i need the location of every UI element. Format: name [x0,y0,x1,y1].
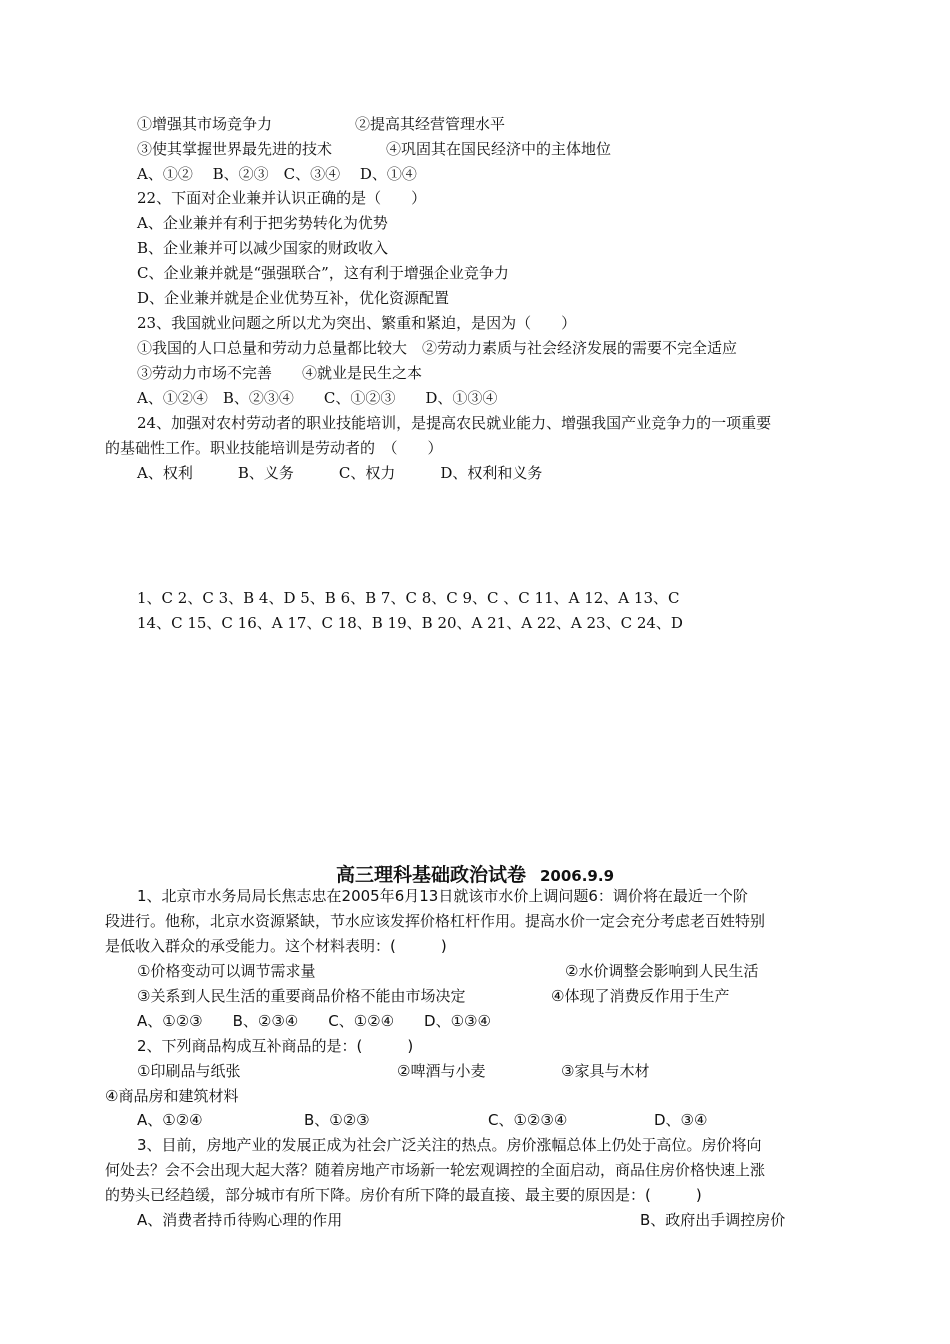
q22-option-c: C、企业兼并就是“强强联合”，这有利于增强企业竞争力 [137,264,509,282]
exam-q2-choice-a: A、①②④ [137,1111,203,1129]
exam-q1-option-2: ②水价调整会影响到人民生活 [565,962,759,980]
answer-key-row-2: 14、C 15、C 16、A 17、C 18、B 19、B 20、A 21、A 22、A 23、C 24、D [137,614,683,632]
exam-q1-choices: A、①②③ B、②③④ C、①②④ D、①③④ [137,1012,491,1030]
exam-q3-choice-b: B、政府出手调控房价 [640,1211,786,1229]
q22-option-a: A、企业兼并有利于把劣势转化为优势 [137,214,388,232]
q22-stem: 22、下面对企业兼并认识正确的是（ ） [137,189,427,207]
q22-option-d: D、企业兼并就是企业优势互补，优化资源配置 [137,289,450,307]
q21-choices: A、①② B、②③ C、③④ D、①④ [137,165,417,183]
exam-q1-option-1: ①价格变动可以调节需求量 [137,962,316,980]
exam-q3-line-3: 的势头已经趋缓，部分城市有所下降。房价有所下降的最直接、最主要的原因是：( ) [105,1186,702,1204]
q23-stem: 23、我国就业问题之所以尤为突出、繁重和紧迫，是因为（ ） [137,314,577,332]
exam-q2-choice-c: C、①②③④ [488,1111,568,1129]
exam-q2-option-4: ④商品房和建筑材料 [105,1087,239,1105]
exam-q3-line-2: 何处去？会不会出现大起大落？随着房地产市场新一轮宏观调控的全面启动，商品住房价格快速上涨 [105,1161,766,1179]
exam-q3-choice-a: A、消费者持币待购心理的作用 [137,1211,343,1229]
exam-q1-line-1: 1、北京市水务局局长焦志忠在2005年6月13日就该市水价上调问题6：调价将在最近一个阶 [137,887,748,905]
q23-options-3-4: ③劳动力市场不完善 ④就业是民生之本 [137,364,423,382]
exam-q2-option-3: ③家具与木材 [561,1062,650,1080]
exam-q2-option-2: ②啤酒与小麦 [397,1062,486,1080]
exam-q2-choice-b: B、①②③ [304,1111,370,1129]
exam-q1-option-3: ③关系到人民生活的重要商品价格不能由市场决定 [137,987,466,1005]
exam-date: 2006.9.9 [539,867,615,885]
q24-line-1: 24、加强对农村劳动者的职业技能培训，是提高农民就业能力、增强我国产业竞争力的一项重要 [137,414,772,432]
exam-q2-stem: 2、下列商品构成互补商品的是：( ) [137,1037,414,1055]
exam-q1-line-3: 是低收入群众的承受能力。这个材料表明：( ) [105,937,447,955]
q21-option-1: ①增强其市场竞争力 [137,115,273,133]
exam-q2-choice-d: D、③④ [654,1111,708,1129]
q21-option-3: ③使其掌握世界最先进的技术 [137,140,333,158]
exam-title [0,860,950,887]
exam-q3-line-1: 3、目前，房地产业的发展正成为社会广泛关注的热点。房价涨幅总体上仍处于高位。房价将向 [137,1136,762,1154]
exam-q1-option-4: ④体现了消费反作用于生产 [551,987,730,1005]
q24-line-2: 的基础性工作。职业技能培训是劳动者的 （ ） [105,439,443,457]
q21-option-4: ④巩固其在国民经济中的主体地位 [386,140,612,158]
q21-option-2: ②提高其经营管理水平 [355,115,506,133]
q23-choices: A、①②④ B、②③④ C、①②③ D、①③④ [137,389,498,407]
q24-choices: A、权利 B、义务 C、权力 D、权利和义务 [137,464,543,482]
exam-q1-line-2: 段进行。他称，北京水资源紧缺，节水应该发挥价格杠杆作用。提高水价一定会充分考虑老百姓特别 [105,912,766,930]
q23-options-1-2: ①我国的人口总量和劳动力总量都比较大 ②劳动力素质与社会经济发展的需要不完全适应 [137,339,738,357]
exam-q2-option-1: ①印刷品与纸张 [137,1062,241,1080]
answer-key-row-1: 1、C 2、C 3、B 4、D 5、B 6、B 7、C 8、C 9、C 、C 11、A 12、A 13、C [137,589,680,607]
exam-title-text: 高三理科基础政治试卷 [335,864,526,886]
q22-option-b: B、企业兼并可以减少国家的财政收入 [137,239,389,257]
